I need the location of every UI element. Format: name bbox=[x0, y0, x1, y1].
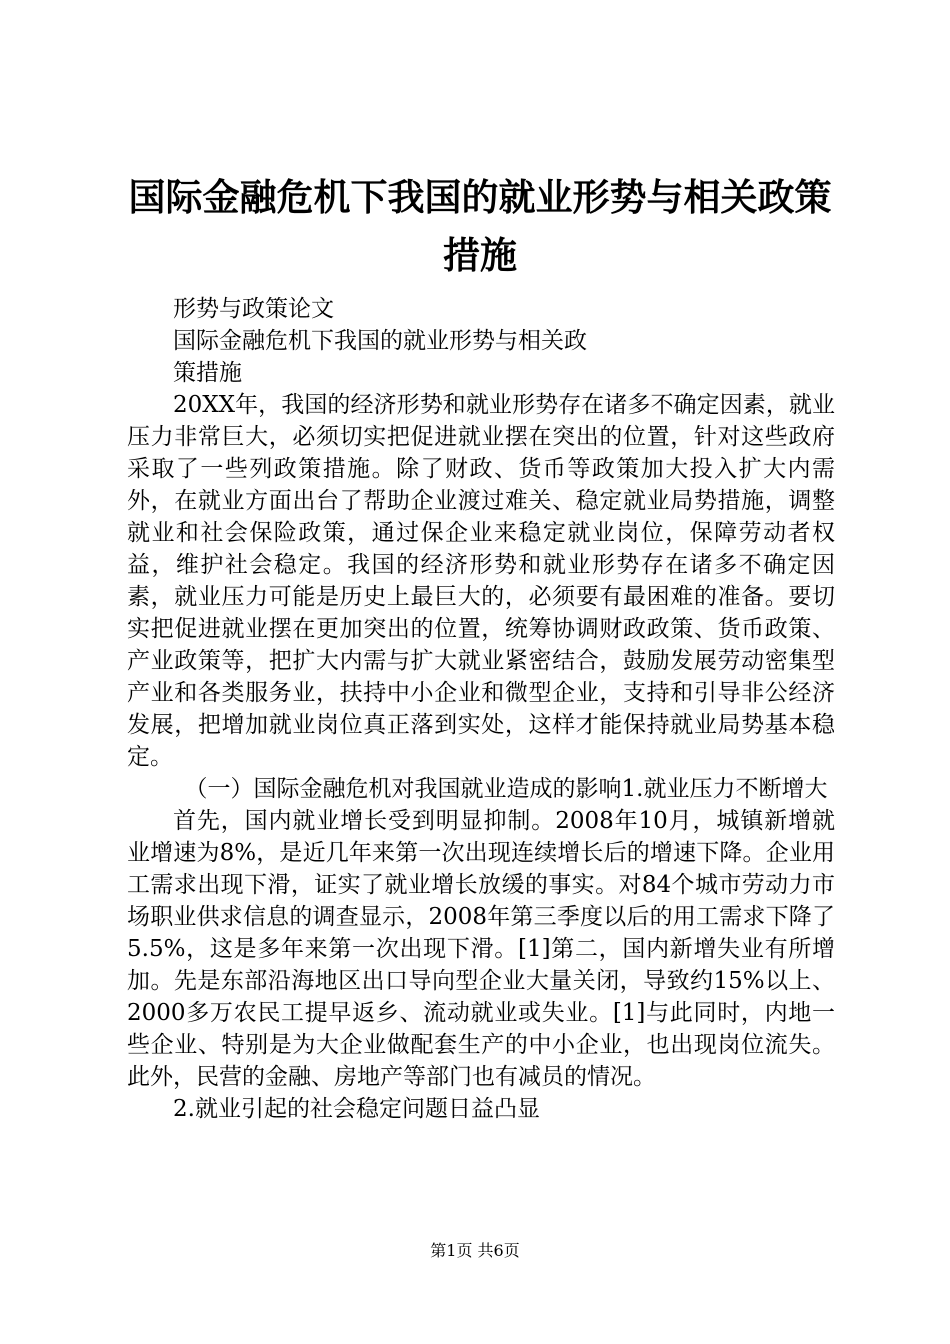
page-footer: 第1页 共6页 bbox=[430, 1241, 520, 1260]
document-title: 国际金融危机下我国的就业形势与相关政策措施 bbox=[128, 175, 832, 277]
paragraph-category: 形势与政策论文 bbox=[173, 296, 334, 322]
document-body bbox=[127, 293, 835, 1125]
paragraph-employment-pressure: 首先，国内就业增长受到明显抑制。2008年10月，城镇新增就业增速为8%，是近几年来第一次出现连续增长后的增速下降。企业用工需求出现下滑，证实了就业增长放缓的事实。对84个城市劳动力市场职业供求信息的调查显示，2008年第三季度以后的用工需求下降了5.5%，这是多年来第一次出现下滑。[1]第二，国内新增失业有所增加。先是东部沿海地区出口导向型企业大量关闭，导致约15%以上、2000多万农民工提早返乡、流动就业或失业。[1]与此同时，内地一些企业、特别是为大企业做配套生产的中小企业，也出现岗位流失。此外，民营的金融、房地产等部门也有减员的情况。 bbox=[127, 808, 835, 1090]
paragraph-subtitle-line-1: 国际金融危机下我国的就业形势与相关政 bbox=[173, 328, 587, 354]
paragraph-subtitle-line-2: 策措施 bbox=[173, 360, 242, 386]
paragraph-intro: 20XX年，我国的经济形势和就业形势存在诸多不确定因素，就业压力非常巨大，必须切实把促进就业摆在突出的位置，针对这些政府采取了一些列政策措施。除了财政、货币等政策加大投入扩大内需外，在就业方面出台了帮助企业渡过难关、稳定就业局势措施，调整就业和社会保险政策，通过保企业来稳定就业岗位，保障劳动者权益，维护社会稳定。我国的经济形势和就业形势存在诸多不确定因素，就业压力可能是历史上最巨大的，必须要有最困难的准备。要切实把促进就业摆在更加突出的位置，统筹协调财政政策、货币政策、产业政策等，把扩大内需与扩大就业紧密结合，鼓励发展劳动密集型产业和各类服务业，扶持中小企业和微型企业，支持和引导非公经济发展，把增加就业岗位真正落到实处，这样才能保持就业局势基本稳定。 bbox=[127, 392, 835, 770]
section-heading-impact: （一）国际金融危机对我国就业造成的影响1.就业压力不断增大 bbox=[184, 776, 828, 802]
section-heading-social-stability: 2.就业引起的社会稳定问题日益凸显 bbox=[173, 1096, 540, 1122]
